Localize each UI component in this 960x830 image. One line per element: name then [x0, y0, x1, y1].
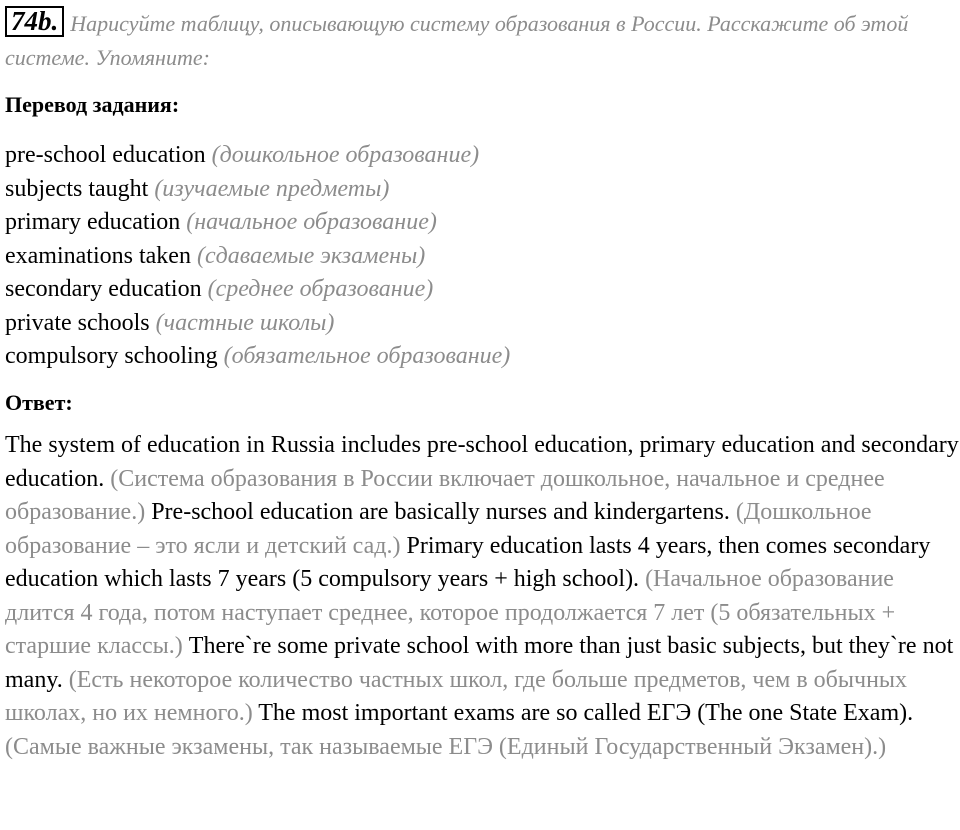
answer-heading: Ответ: [5, 390, 73, 415]
vocab-ru: (начальное образование) [186, 209, 437, 235]
task-text: Нарисуйте таблицу, описывающую систему образования в России. Расскажите об этой системе. Упомяните: [5, 11, 909, 70]
vocab-ru: (частные школы) [155, 309, 335, 336]
vocab-item [5, 240, 955, 274]
vocab-item [5, 307, 955, 341]
vocab-item [5, 139, 955, 173]
vocab-ru: (сдаваемые экзамены) [196, 242, 426, 269]
vocab-ru: (дошкольное образование) [211, 142, 480, 168]
answer-ru: (Начальное образование длится 4 года, потом наступает среднее, которое продолжается 7 лет (5 обязательных + старшие классы.) [5, 566, 896, 659]
vocab-en: examinations taken [5, 242, 191, 269]
answer-en: Pre-school education are basically nurses and kindergartens. [151, 499, 730, 525]
answer-en: There`re some private school with more than just basic subjects, but they`re not many. [5, 633, 954, 693]
answer-en: The system of education in Russia includes pre-school education, primary education and secondary education. [5, 432, 959, 492]
vocab-en: subjects taught [5, 175, 149, 202]
translation-heading: Перевод задания: [5, 92, 180, 117]
vocab-ru: (обязательное образование) [223, 343, 511, 369]
vocab-item [5, 206, 955, 240]
answer-en: Primary education lasts 4 years, then comes secondary education which lasts 7 years (5 compulsory years + high school). [5, 532, 931, 592]
answer-ru: (Система образования в России включает дошкольное, начальное и среднее образование.) [5, 465, 885, 525]
answer-ru: (Есть некоторое количество частных школ, где больше предметов, чем в обычных школах, но их немного.) [5, 666, 908, 726]
vocab-item [5, 340, 955, 374]
vocab-ru: (среднее образование) [207, 276, 434, 302]
task-statement [5, 6, 955, 75]
answer-paragraph [5, 429, 960, 764]
vocab-en: secondary education [5, 276, 202, 302]
answer-ru: (Дошкольное образование – это ясли и детский сад.) [5, 499, 872, 559]
vocab-list [5, 139, 955, 374]
vocab-en: private schools [5, 309, 150, 336]
vocab-item [5, 273, 955, 307]
answer-ru: (Самые важные экзамены, так называемые ЕГЭ (Единый Государственный Экзамен).) [5, 733, 887, 760]
vocab-item [5, 173, 955, 207]
exercise-number: 74b. [5, 6, 64, 37]
vocab-en: pre-school education [5, 142, 206, 168]
vocab-ru: (изучаемые предметы) [154, 175, 390, 202]
answer-en: The most important exams are so called ЕГЭ (The one State Exam). [258, 700, 914, 726]
vocab-en: primary education [5, 209, 181, 235]
vocab-en: compulsory schooling [5, 343, 218, 369]
